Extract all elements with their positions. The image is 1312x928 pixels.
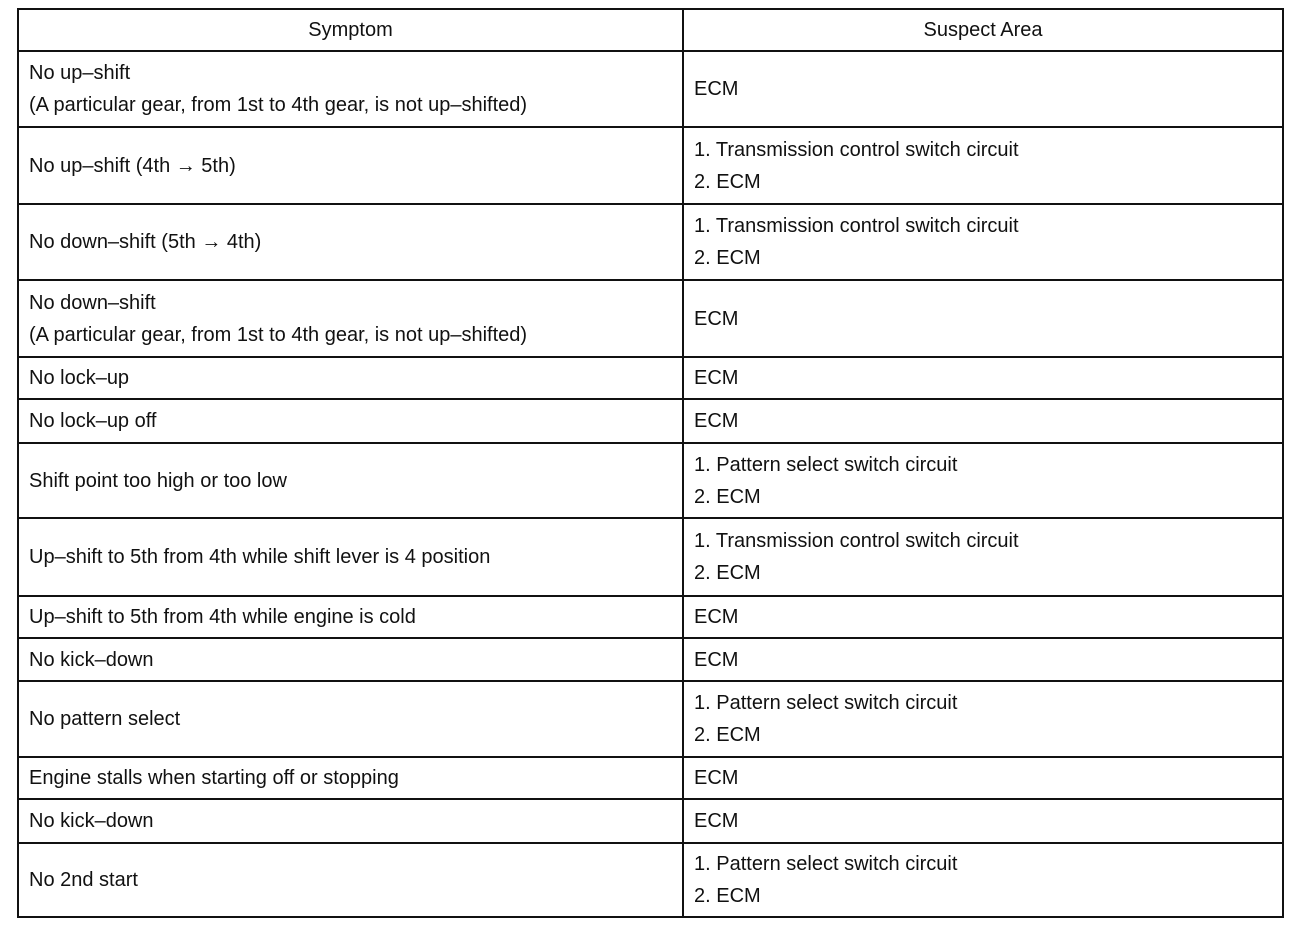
symptom-cell bbox=[18, 681, 683, 757]
symptom-text: Shift point too high or too low bbox=[29, 469, 287, 492]
symptom-cell bbox=[18, 127, 683, 204]
symptom-text: No down–shift bbox=[29, 291, 156, 314]
symptom-text: No pattern select bbox=[29, 708, 181, 730]
table-row bbox=[18, 51, 1283, 127]
suspect-area-text: ECM bbox=[694, 307, 739, 330]
symptom-cell bbox=[18, 596, 683, 638]
table-row bbox=[18, 204, 1283, 280]
suspect-area-text: ECM bbox=[694, 367, 739, 389]
table-row bbox=[18, 843, 1283, 917]
table-row bbox=[18, 399, 1283, 443]
table-row bbox=[18, 681, 1283, 757]
header-suspect-area: Suspect Area bbox=[683, 9, 1283, 51]
suspect-area-cell bbox=[683, 681, 1283, 757]
symptom-text: Up–shift to 5th from 4th while engine is cold bbox=[29, 606, 416, 628]
symptom-cell bbox=[18, 443, 683, 518]
symptom-text: Engine stalls when starting off or stopping bbox=[29, 767, 399, 789]
table-row bbox=[18, 443, 1283, 518]
symptom-cell bbox=[18, 280, 683, 357]
suspect-area-cell bbox=[683, 127, 1283, 204]
suspect-area-text: ECM bbox=[694, 410, 739, 432]
suspect-area-cell bbox=[683, 357, 1283, 399]
suspect-area-cell bbox=[683, 204, 1283, 280]
suspect-area-text: 2. ECM bbox=[694, 170, 761, 193]
symptom-cell bbox=[18, 399, 683, 443]
suspect-area-text: ECM bbox=[694, 78, 739, 100]
symptom-text: Up–shift to 5th from 4th while shift lever is 4 position bbox=[29, 546, 491, 568]
suspect-area-cell bbox=[683, 596, 1283, 638]
suspect-area-cell bbox=[683, 280, 1283, 357]
suspect-area-text: 1. Pattern select switch circuit bbox=[694, 692, 958, 714]
symptom-text: No down–shift (5th → 4th) bbox=[29, 231, 262, 253]
suspect-area-text: 2. ECM bbox=[694, 485, 761, 508]
suspect-area-cell bbox=[683, 799, 1283, 843]
symptom-text: No lock–up off bbox=[29, 410, 157, 432]
table-row bbox=[18, 518, 1283, 596]
table-row bbox=[18, 757, 1283, 799]
suspect-area-cell bbox=[683, 399, 1283, 443]
symptom-text: No kick–down bbox=[29, 648, 154, 671]
table-row bbox=[18, 799, 1283, 843]
symptom-cell bbox=[18, 51, 683, 127]
suspect-area-cell bbox=[683, 518, 1283, 596]
header-symptom: Symptom bbox=[18, 9, 683, 51]
suspect-area-text: 1. Transmission control switch circuit bbox=[694, 138, 1019, 161]
symptom-cell bbox=[18, 799, 683, 843]
suspect-area-text: ECM bbox=[694, 767, 739, 789]
symptom-cell bbox=[18, 638, 683, 681]
symptom-text: No up–shift (4th → 5th) bbox=[29, 154, 236, 177]
suspect-area-text: ECM bbox=[694, 810, 739, 832]
suspect-area-text: 2. ECM bbox=[694, 247, 761, 269]
suspect-area-text: 2. ECM bbox=[694, 724, 761, 746]
symptom-cell bbox=[18, 357, 683, 399]
suspect-area-text: ECM bbox=[694, 648, 739, 671]
symptom-text: (A particular gear, from 1st to 4th gear, is not up–shifted) bbox=[29, 323, 528, 346]
table-row bbox=[18, 357, 1283, 399]
suspect-area-text: 2. ECM bbox=[694, 885, 761, 907]
suspect-area-cell bbox=[683, 843, 1283, 917]
symptom-table bbox=[17, 8, 1284, 918]
suspect-area-text: 1. Transmission control switch circuit bbox=[694, 215, 1019, 237]
symptom-cell bbox=[18, 204, 683, 280]
suspect-area-cell bbox=[683, 443, 1283, 518]
symptom-cell bbox=[18, 518, 683, 596]
table-row bbox=[18, 280, 1283, 357]
header-row bbox=[18, 9, 1283, 51]
suspect-area-text: 1. Transmission control switch circuit bbox=[694, 530, 1019, 552]
table-row bbox=[18, 596, 1283, 638]
suspect-area-text: 1. Pattern select switch circuit bbox=[694, 853, 958, 875]
table-row bbox=[18, 127, 1283, 204]
suspect-area-text: 1. Pattern select switch circuit bbox=[694, 453, 958, 476]
symptom-cell bbox=[18, 757, 683, 799]
symptom-text: No kick–down bbox=[29, 810, 154, 832]
symptom-text: No lock–up bbox=[29, 367, 130, 389]
suspect-area-cell bbox=[683, 51, 1283, 127]
symptom-text: No 2nd start bbox=[29, 869, 138, 891]
suspect-area-cell bbox=[683, 757, 1283, 799]
suspect-area-text: 2. ECM bbox=[694, 562, 761, 584]
suspect-area-text: ECM bbox=[694, 606, 739, 628]
symptom-text: No up–shift bbox=[29, 62, 131, 84]
table-body bbox=[18, 51, 1283, 917]
suspect-area-cell bbox=[683, 638, 1283, 681]
symptom-cell bbox=[18, 843, 683, 917]
table-row bbox=[18, 638, 1283, 681]
symptom-text: (A particular gear, from 1st to 4th gear, is not up–shifted) bbox=[29, 94, 528, 116]
